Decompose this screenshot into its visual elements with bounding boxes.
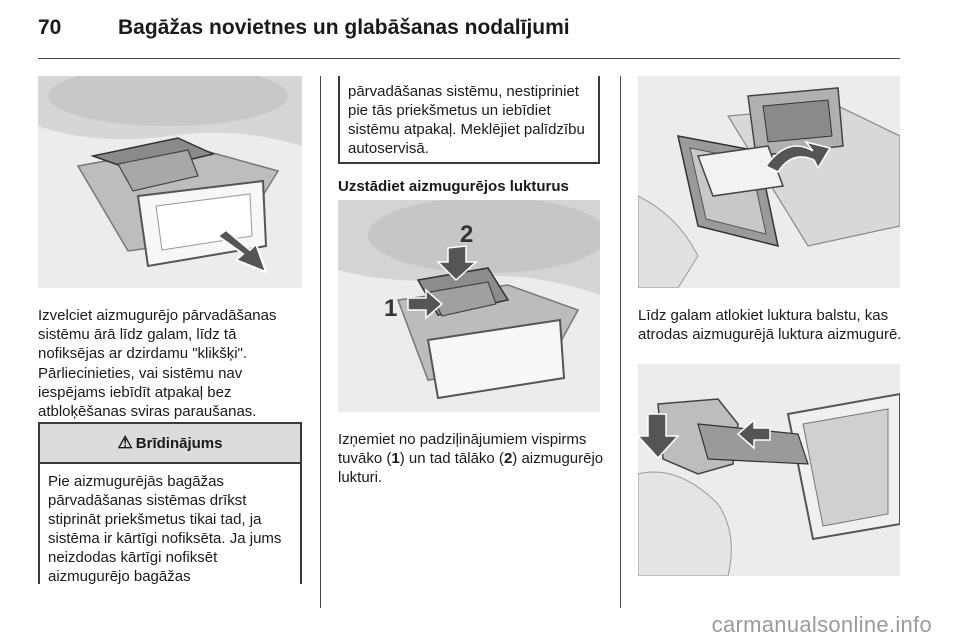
instruction-check-lock: Pārliecinieties, vai sistēmu nav iespējams iebīdīt atpakaļ bez atbloķēšanas sviras paraušanas. bbox=[38, 365, 257, 420]
instruction-unfold-support: Līdz galam atlokiet luktura balstu, kas atrodas aizmugurējā luktura aizmugurē. bbox=[638, 307, 902, 343]
unfold-support-illustration bbox=[638, 76, 900, 288]
section-heading: Uzstādiet aizmugurējos lukturus bbox=[338, 178, 569, 195]
figure-remove-lights bbox=[338, 200, 600, 412]
carrier-pull-out-illustration bbox=[38, 76, 302, 288]
warning-triangle-icon: ⚠ bbox=[117, 433, 133, 452]
warning-text-continued: pārvadāšanas sistēmu, nestipriniet pie tās priekšmetus un iebīdiet sistēmu atpakaļ. Meklējiet palīdzību autoservisā. bbox=[348, 83, 585, 157]
column-divider-left bbox=[320, 76, 321, 608]
figure-unfold-support bbox=[638, 76, 900, 288]
warning-box-continued bbox=[338, 76, 600, 164]
header-rule bbox=[38, 58, 900, 59]
instruction-remove-lights: Izņemiet no padziļinājumiem vispirms tuvāko (1) un tad tālāko (2) aizmugurējo lukturi. bbox=[338, 431, 604, 486]
warning-header bbox=[40, 424, 300, 464]
page-title: Bagāžas novietnes un glabāšanas nodalījumi bbox=[118, 16, 570, 39]
ref-1: 1 bbox=[391, 450, 400, 467]
callout-1: 1 bbox=[384, 295, 398, 322]
column-divider-right bbox=[620, 76, 621, 608]
warning-title: Brīdinājums bbox=[135, 434, 223, 452]
light-holder-illustration bbox=[638, 364, 900, 576]
callout-2: 2 bbox=[460, 221, 474, 248]
figure-carrier-pull-out bbox=[38, 76, 302, 288]
page-number: 70 bbox=[38, 16, 62, 39]
figure-light-holder bbox=[638, 364, 900, 576]
remove-lights-illustration bbox=[338, 200, 600, 412]
ref-2: 2 bbox=[503, 450, 513, 467]
warning-box bbox=[38, 422, 302, 584]
warning-text: Pie aizmugurējās bagāžas pārvadāšanas sistēmas drīkst stiprināt priekšmetus tikai tad, ja sistēma ir kārtīgi nofiksēta. Ja jums neizdodas kārtīgi nofiksēt aizmugurējo bagāžas bbox=[48, 473, 282, 585]
instruction-pull-out: Izvelciet aizmugurējo pārvadāšanas sistēmu ārā līdz galam, līdz tā nofiksējas ar dzirdamu "klikšķi". bbox=[38, 307, 277, 362]
watermark: carmanualsonline.info bbox=[711, 612, 932, 637]
